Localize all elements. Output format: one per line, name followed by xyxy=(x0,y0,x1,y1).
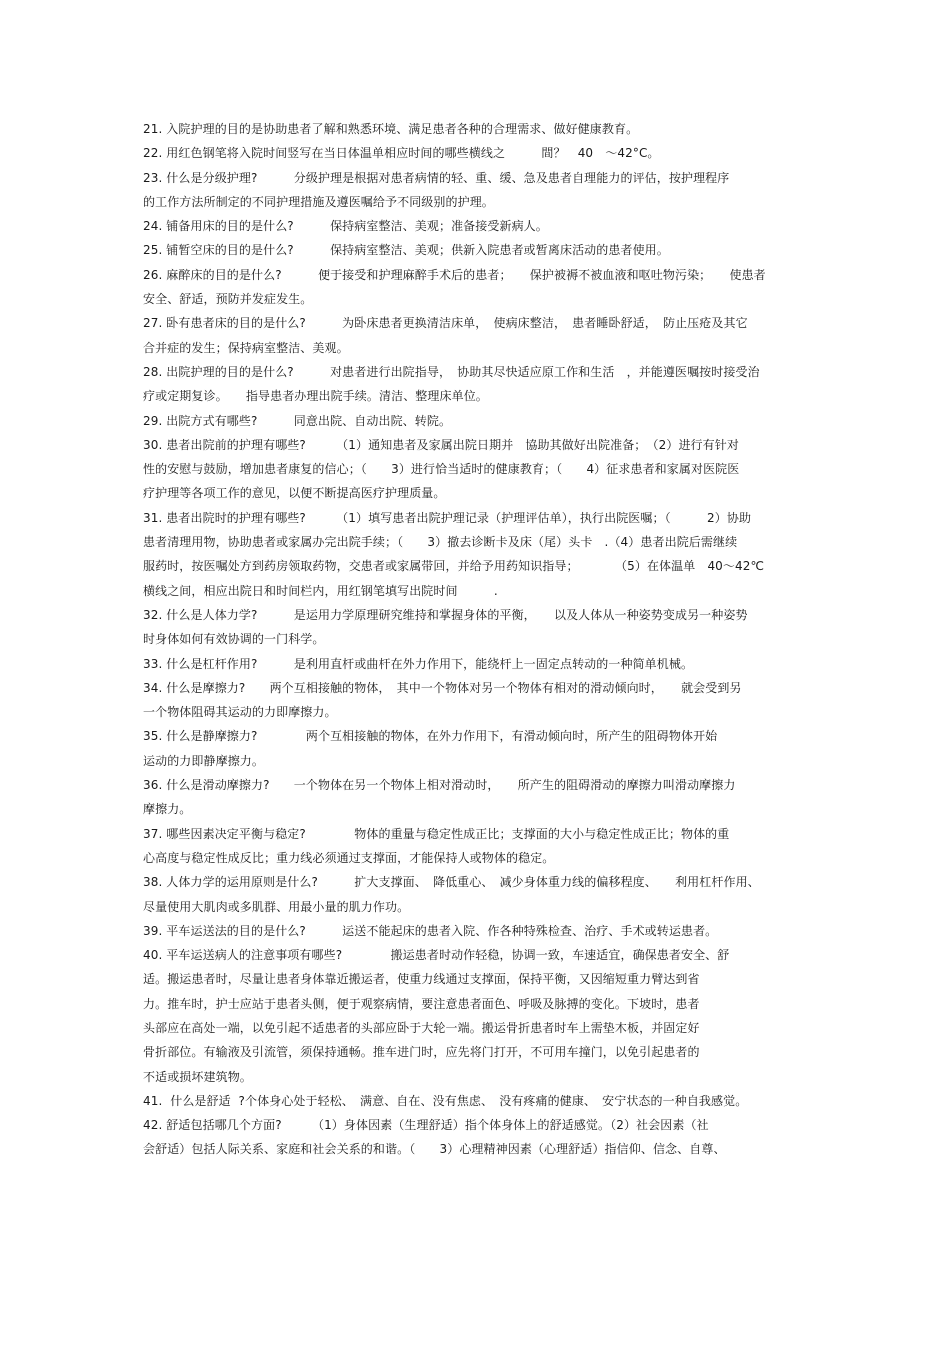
text-line: 21. 入院护理的目的是协助患者了解和熟悉环境、满足患者各种的合理需求、做好健康教育。 xyxy=(143,122,639,136)
text-line: 不适或损坏建筑物。 xyxy=(143,1069,252,1084)
text-line: 30. 患者出院前的护理有哪些? （1）通知患者及家属出院日期并 協助其做好出院准备； （2）进行有针对 xyxy=(143,437,739,452)
text-line: 28. 出院护理的目的是什么? 对患者进行出院指导， 协助其尽快适应原工作和生活 ，并能遵医嘱按时接受治 xyxy=(143,364,760,379)
text-line: 时身体如何有效协调的一门科学。 xyxy=(143,632,325,647)
text-line: 尽量使用大肌肉或多肌群、用最小量的肌力作功。 xyxy=(143,899,410,914)
text-line: 41. 什么是舒适 ?个体身心处于轻松、 满意、自在、没有焦虑、 没有疼痛的健康、 安宁状态的一种自我感觉。 xyxy=(143,1093,748,1108)
text-line: 33. 什么是杠杆作用? 是利用直杆或曲杆在外力作用下，能绕杆上一固定点转动的一种简单机械。 xyxy=(143,656,694,671)
text-line: 适。搬运患者时，尽量让患者身体靠近搬运者，使重力线通过支撑面，保持平衡，又因缩短重力臂达到省 xyxy=(143,972,700,987)
text-line: 会舒适）包括人际关系、家庭和社会关系的和谐。（ 3）心理精神因素（心理舒适）指信仰、信念、自尊、 xyxy=(143,1142,726,1157)
text-line: 骨折部位。有输液及引流管，须保持通畅。推车进门时，应先将门打开，不可用车撞门，以免引起患者的 xyxy=(143,1045,700,1060)
text-line: 横线之间，相应出院日和时间栏内，用红钢笔填写出院时间 . xyxy=(143,583,498,598)
document-body xyxy=(143,117,823,1162)
text-line: 27. 卧有患者床的目的是什么? 为卧床患者更换清洁床单， 使病床整洁， 患者睡卧舒适， 防止压疮及其它 xyxy=(143,316,748,331)
text-line: 32. 什么是人体力学? 是运用力学原理研究维持和掌握身体的平衡， 以及人体从一种姿势变成另一种姿势 xyxy=(143,607,748,622)
text-line: 摩擦力。 xyxy=(143,802,192,817)
text-line: 运动的力即静摩擦力。 xyxy=(143,753,265,768)
text-line: 22. 用红色钢笔将入院时间竖写在当日体温单相应时间的哪些横线之 間？ 40 ～42°C。 xyxy=(143,146,660,161)
text-line: 性的安慰与鼓励，增加患者康复的信心；（ 3）进行恰当适时的健康教育；（ 4）征求患者和家属对医院医 xyxy=(143,462,740,477)
text-line: 31. 患者出院时的护理有哪些? （1）填写患者出院护理记录（护理评估单），执行出院医嘱；（ 2）协助 xyxy=(143,510,752,525)
text-line: 合并症的发生；保持病室整洁、美观。 xyxy=(143,340,349,355)
text-line: 疗护理等各项工作的意见，以便不断提高医疗护理质量。 xyxy=(143,486,446,501)
text-line: 39. 平车运送法的目的是什么? 运送不能起床的患者入院、作各种特殊检查、治疗、手术或转运患者。 xyxy=(143,923,718,938)
text-line: 一个物体阻碍其运动的力即摩擦力。 xyxy=(143,705,337,720)
text-line: 头部应在高处一端，以免引起不适患者的头部应卧于大轮一端。搬运骨折患者时车上需垫木板，并固定好 xyxy=(143,1020,700,1035)
text-line: 37. 哪些因素决定平衡与稳定? 物体的重量与稳定性成正比；支撑面的大小与稳定性成正比；物体的重 xyxy=(143,826,730,841)
text-line: 安全、舒适，预防并发症发生。 xyxy=(143,292,313,307)
text-line: 42. 舒适包括哪几个方面? （1）身体因素（生理舒适）指个体身体上的舒适感觉。（2）社会因素（社 xyxy=(143,1118,709,1133)
text-line: 力。推车时，护士应站于患者头侧，便于观察病情，要注意患者面色、呼吸及脉搏的变化。下坡时，患者 xyxy=(143,996,700,1011)
text-line: 38. 人体力学的运用原则是什么? 扩大支撑面、 降低重心、 减少身体重力线的偏移程度、 利用杠杆作用、 xyxy=(143,875,760,890)
text-line: 40. 平车运送病人的注意事项有哪些? 搬运患者时动作轻稳，协调一致，车速适宜，确保患者安全、舒 xyxy=(143,948,730,963)
text-line: 疗或定期复诊。 指导患者办理出院手续。清洁、整理床单位。 xyxy=(143,389,488,404)
text-line: 的工作方法所制定的不同护理措施及遵医嘱给予不同级别的护理。 xyxy=(143,194,494,209)
text-line: 35. 什么是静摩擦力? 两个互相接触的物体，在外力作用下，有滑动倾向时，所产生的阻碍物体开始 xyxy=(143,729,718,744)
text-line: 患者清理用物，协助患者或家属办完出院手续；（ 3）撤去诊断卡及床（尾）头卡 .（4）患者出院后需继续 xyxy=(143,535,738,550)
text-line: 29. 出院方式有哪些? 同意出院、自动出院、转院。 xyxy=(143,413,452,428)
text-line: 24. 铺备用床的目的是什么? 保持病室整洁、美观；准备接受新病人。 xyxy=(143,219,548,234)
text-line: 服药时，按医嘱处方到药房领取药物，交患者或家属带回，并给予用药知识指导； （5）在体温单 40～42℃ xyxy=(143,559,765,574)
text-line: 26. 麻醉床的目的是什么? 便于接受和护理麻醉手术后的患者； 保护被褥不被血液和呕吐物污染； 使患者 xyxy=(143,267,766,282)
text-line: 36. 什么是滑动摩擦力? 一个物体在另一个物体上相对滑动时， 所产生的阻碍滑动的摩擦力叫滑动摩擦力 xyxy=(143,778,736,793)
text-line: 23. 什么是分级护理? 分级护理是根据对患者病情的轻、重、缓、急及患者自理能力的评估，按护理程序 xyxy=(143,170,730,185)
text-line: 25. 铺暂空床的目的是什么? 保持病室整洁、美观；供新入院患者或暂离床活动的患者使用。 xyxy=(143,243,669,258)
text-line: 心高度与稳定性成反比；重力线必须通过支撑面，才能保持人或物体的稳定。 xyxy=(143,850,555,865)
text-line: 34. 什么是摩擦力? 两个互相接触的物体， 其中一个物体对另一个物体有相对的滑动倾向时， 就会受到另 xyxy=(143,680,742,695)
